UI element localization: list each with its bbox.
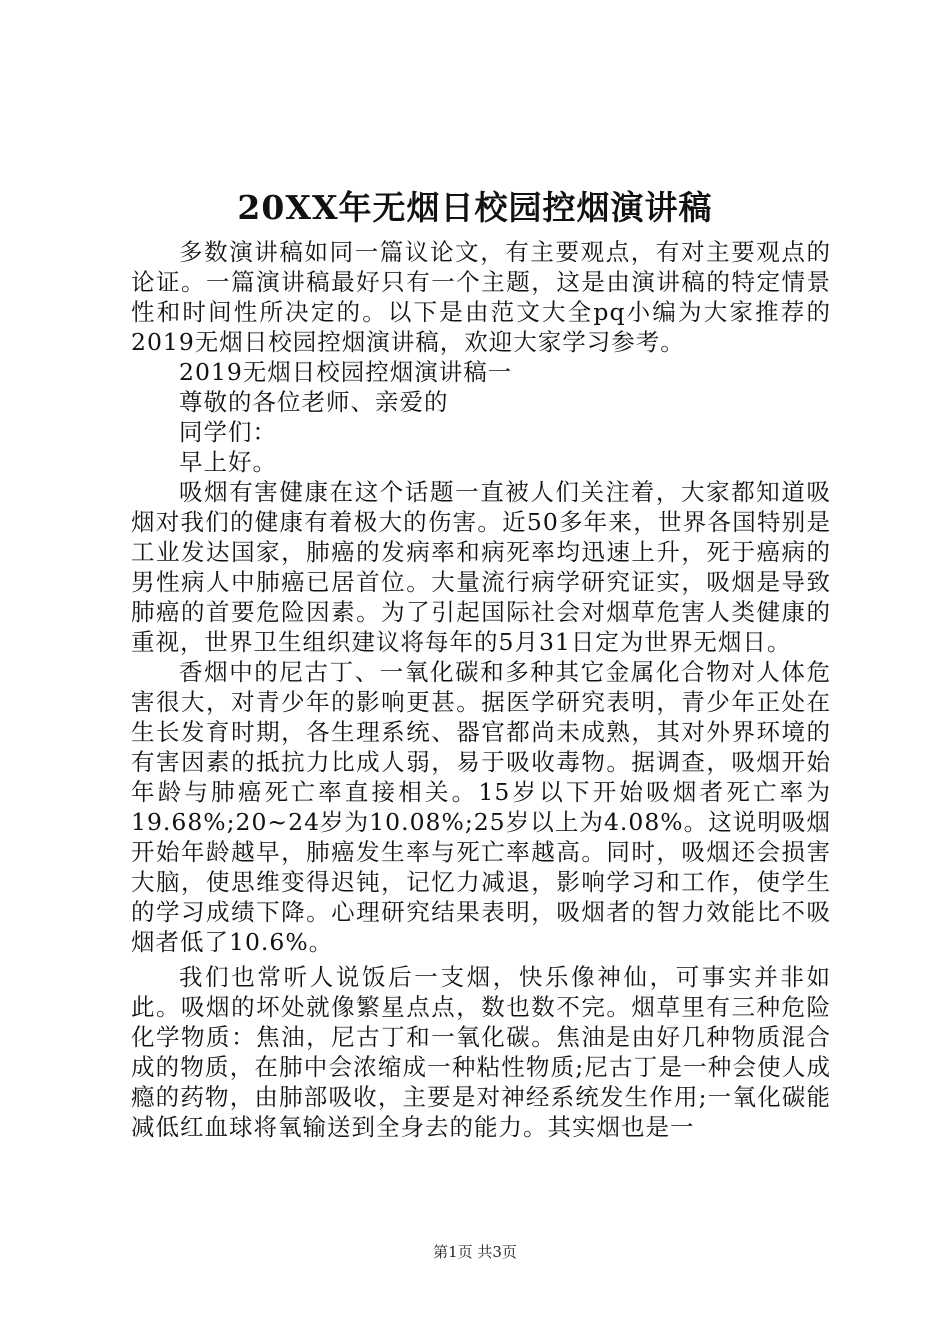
intro-paragraph: 多数演讲稿如同一篇议论文，有主要观点，有对主要观点的论证。一篇演讲稿最好只有一个主题，这是由演讲稿的特定情景性和时间性所决定的。以下是由范文大全pq小编为大家推荐的2019无烟日校园控烟演讲稿，欢迎大家学习参考。: [131, 238, 831, 356]
page-number-footer: 第1页 共3页: [433, 1243, 517, 1261]
body-paragraph: 香烟中的尼古丁、一氧化碳和多种其它金属化合物对人体危害很大，对青少年的影响更甚。据医学研究表明，青少年正处在生长发育时期，各生理系统、器官都尚未成熟，其对外界环境的有害因素的抵抗力比成人弱，易于吸收毒物。据调查，吸烟开始年龄与肺癌死亡率直接相关。15岁以下开始吸烟者死亡率为19.68%;20~24岁为10.08%;25岁以上为4.08%。这说明吸烟开始年龄越早，肺癌发生率与死亡率越高。同时，吸烟还会损害大脑，使思维变得迟钝，记忆力减退，影响学习和工作，使学生的学习成绩下降。心理研究结果表明，吸烟者的智力效能比不吸烟者低了10.6%。: [131, 658, 831, 956]
page-title: 20XX年无烟日校园控烟演讲稿: [237, 188, 713, 227]
salutation-line-2: 同学们：: [179, 418, 277, 446]
body-paragraph: 吸烟有害健康在这个话题一直被人们关注着，大家都知道吸烟对我们的健康有着极大的伤害。近50多年来，世界各国特别是工业发达国家，肺癌的发病率和病死率均迅速上升，死于癌病的男性病人中肺癌已居首位。大量流行病学研究证实，吸烟是导致肺癌的首要危险因素。为了引起国际社会对烟草危害人类健康的重视，世界卫生组织建议将每年的5月31日定为世界无烟日。: [131, 478, 831, 656]
document-body: [131, 237, 831, 1142]
salutation-line-1: 尊敬的各位老师、亲爱的: [179, 388, 449, 416]
speech-heading: 2019无烟日校园控烟演讲稿一: [179, 358, 513, 386]
greeting-line: 早上好。: [179, 448, 277, 476]
body-paragraph: 我们也常听人说饭后一支烟，快乐像神仙，可事实并非如此。吸烟的坏处就像繁星点点，数也数不完。烟草里有三种危险化学物质：焦油，尼古丁和一氧化碳。焦油是由好几种物质混合成的物质，在肺中会浓缩成一种粘性物质;尼古丁是一种会使人成瘾的药物，由肺部吸收，主要是对神经系统发生作用;一氧化碳能减低红血球将氧输送到全身去的能力。其实烟也是一: [131, 963, 831, 1141]
